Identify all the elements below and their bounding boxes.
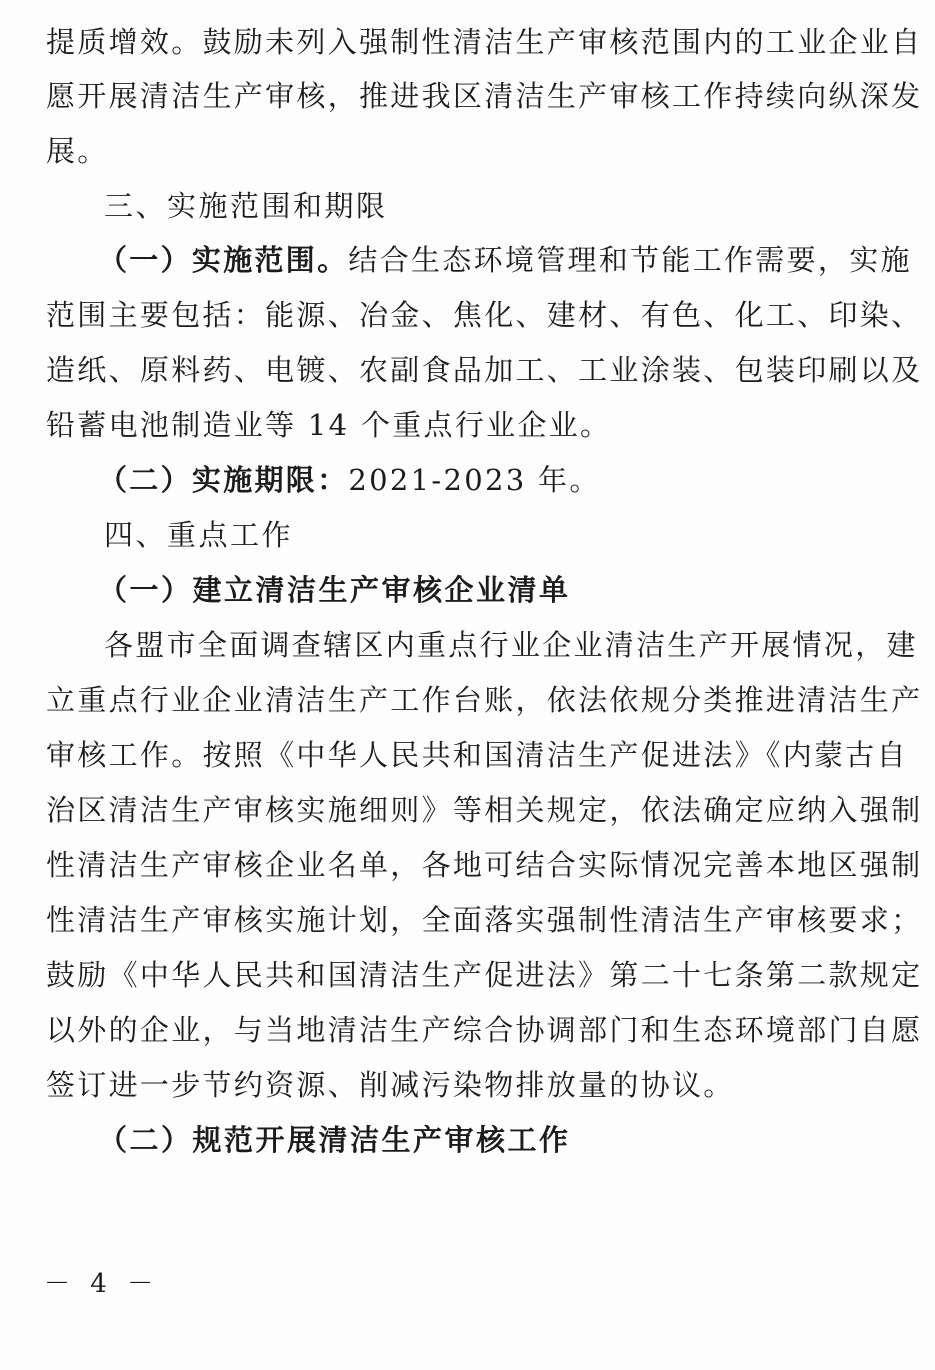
paragraph-line: 造纸、原料药、电镀、农副食品加工、工业涂装、包装印刷以及: [46, 353, 923, 387]
paragraph-line: 愿开展清洁生产审核，推进我区清洁生产审核工作持续向纵深发: [46, 79, 923, 113]
subsection-scope-text: 结合生态环境管理和节能工作需要，实施: [348, 243, 912, 277]
section-heading-3: 三、实施范围和期限: [104, 189, 388, 223]
paragraph-line: 签订进一步节约资源、削减污染物排放量的协议。: [46, 1068, 735, 1102]
subsection-scope-line: [98, 240, 912, 280]
paragraph-line: 以外的企业，与当地清洁生产综合协调部门和生态环境部门自愿: [46, 1013, 923, 1047]
paragraph-line: 治区清洁生产审核实施细则》等相关规定，依法确定应纳入强制: [46, 793, 923, 827]
section-heading-4: 四、重点工作: [104, 518, 294, 552]
paragraph-line: 提质增效。鼓励未列入强制性清洁生产审核范围内的工业企业自: [46, 25, 923, 59]
paragraph-line: 展。: [46, 134, 109, 168]
paragraph-line: 范围主要包括：能源、冶金、焦化、建材、有色、化工、印染、: [46, 298, 923, 332]
subsection-period-title: （二）实施期限：: [98, 463, 349, 497]
work-item-1-title: （一）建立清洁生产审核企业清单: [98, 573, 571, 607]
page-number: － 4 －: [44, 1269, 160, 1299]
paragraph-line: 性清洁生产审核实施计划，全面落实强制性清洁生产审核要求；: [46, 903, 923, 937]
paragraph-line: 立重点行业企业清洁生产工作台账，依法依规分类推进清洁生产: [46, 683, 923, 717]
work-item-2-title: （二）规范开展清洁生产审核工作: [98, 1123, 571, 1157]
paragraph-line: 铅蓄电池制造业等 14 个重点行业企业。: [46, 408, 612, 442]
subsection-period-text: 2021-2023 年。: [348, 463, 601, 497]
paragraph-line: 审核工作。按照《中华人民共和国清洁生产促进法》《内蒙古自: [46, 738, 908, 772]
subsection-scope-title: （一）实施范围。: [98, 243, 349, 277]
paragraph-line: 性清洁生产审核企业名单，各地可结合实际情况完善本地区强制: [46, 848, 923, 882]
paragraph-line: 鼓励《中华人民共和国清洁生产促进法》第二十七条第二款规定: [46, 958, 923, 992]
subsection-period-line: [98, 460, 880, 500]
paragraph-line: 各盟市全面调查辖区内重点行业企业清洁生产开展情况，建: [104, 628, 918, 662]
